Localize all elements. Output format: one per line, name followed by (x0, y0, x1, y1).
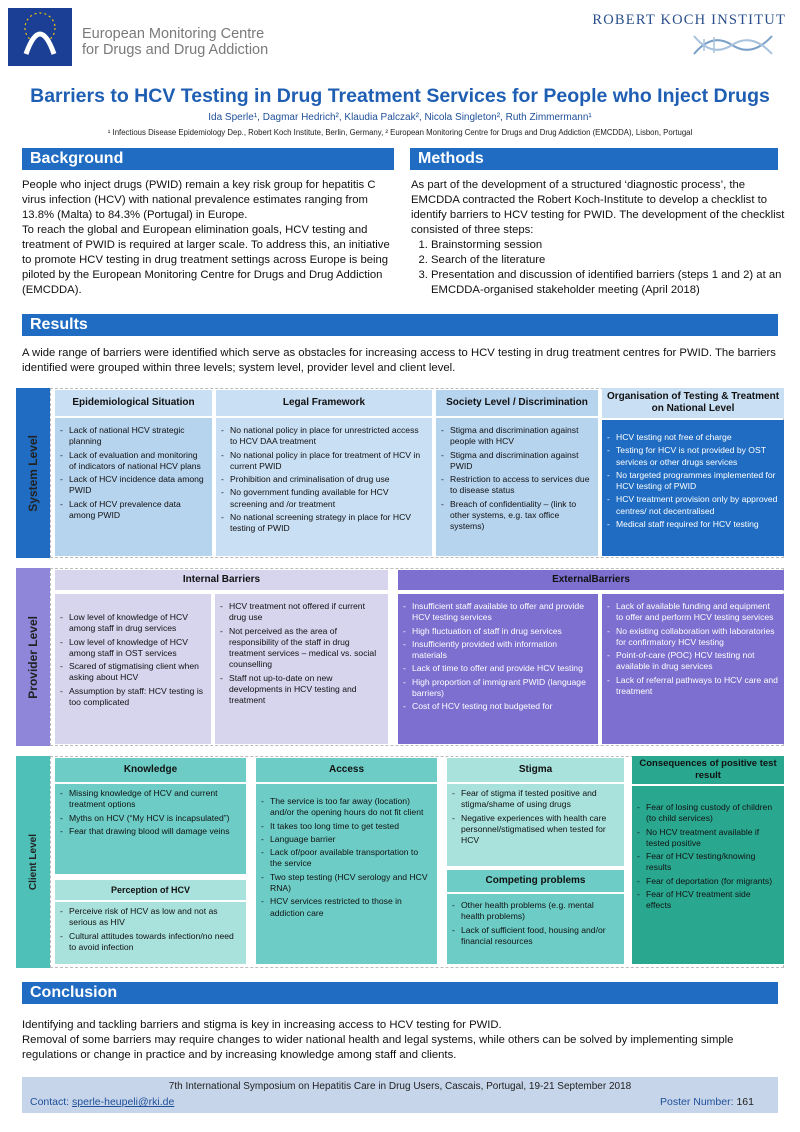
system-level-bar (16, 388, 50, 558)
list-item: - Cultural attitudes towards infection/no need to avoid infection (69, 931, 240, 954)
list-item: - Insufficient staff available to offer and provide HCV testing services (412, 601, 592, 624)
list-item: - Not perceived as the area of responsibility of the staff in drug treatment services – medical vs. social counselling (229, 626, 382, 671)
list-item: - No government funding available for HCV screening and /or treatment (230, 487, 426, 510)
methods-steps (411, 238, 789, 298)
list-item: - No targeted programmes implemented for HCV testing of PWID (616, 470, 778, 493)
list-item: - No national policy in place for treatment of HCV in current PWID (230, 450, 426, 473)
methods-step: 2. Search of the literature (431, 253, 789, 268)
consequences-heading: Consequences of positive test result (632, 756, 784, 784)
list-item: - Lack of referral pathways to HCV care and treatment (616, 675, 778, 698)
contact-email-link[interactable]: sperle-heupeli@rki.de (72, 1096, 175, 1108)
list-item: - HCV treatment not offered if current drug use (229, 601, 382, 624)
list-item: - Myths on HCV (“My HCV is incapsulated”) (69, 813, 240, 824)
perception-list (55, 902, 246, 964)
list-item: - Prohibition and criminalisation of drug use (230, 474, 426, 485)
epidemiological-heading: Epidemiological Situation (55, 390, 212, 416)
list-item: - Lack of HCV incidence data among PWID (69, 474, 206, 497)
list-item: - Fear of deportation (for migrants) (646, 876, 778, 887)
poster-title: Barriers to HCV Testing in Drug Treatment Services for People who Inject Drugs (30, 85, 770, 107)
list-item: - Fear of stigma if tested positive and stigma/shame of using drugs (461, 788, 618, 811)
list-item: - No HCV treatment available if tested positive (646, 827, 778, 850)
internal-barriers-heading: Internal Barriers (55, 570, 388, 590)
list-item: - Lack of sufficient food, housing and/or financial resources (461, 925, 618, 948)
conclusion-heading: Conclusion (22, 982, 778, 1004)
internal-barriers-col2 (215, 594, 388, 744)
methods-heading: Methods (410, 148, 778, 170)
list-item: - Low level of knowledge of HCV among staff in drug services (69, 612, 205, 635)
list-item: - Fear of losing custody of children (to child services) (646, 802, 778, 825)
list-item: - Negative experiences with health care personnel/stigmatised when tested for HCV (461, 813, 618, 847)
list-item: - HCV testing not free of charge (616, 432, 778, 443)
background-text (22, 178, 394, 298)
competing-list (447, 894, 624, 964)
list-item: - Language barrier (270, 834, 431, 845)
client-level-bar (16, 756, 50, 968)
emcdda-arch-icon (8, 8, 72, 66)
rki-helix-icon (692, 30, 774, 60)
list-item: - Medical staff required for HCV testing (616, 519, 778, 530)
list-item: - Stigma and discrimination against PWID (450, 450, 592, 473)
poster-number-value: 161 (736, 1096, 754, 1108)
legal-framework-list (216, 418, 432, 556)
list-item: - Cost of HCV testing not budgeted for (412, 701, 592, 712)
list-item: - Point-of-care (POC) HCV testing not available in drug services (616, 650, 778, 673)
external-barriers-col2 (602, 594, 784, 744)
external-barriers-heading: ExternalBarriers (398, 570, 784, 590)
list-item: - It takes too long time to get tested (270, 821, 431, 832)
competing-heading: Competing problems (447, 870, 624, 892)
list-item: - Low level of knowledge of HCV among staff in OST services (69, 637, 205, 660)
list-item: - Restriction to access to services due to disease status (450, 474, 592, 497)
access-list (256, 784, 437, 964)
poster-number (660, 1096, 754, 1108)
conclusion-para-1: Identifying and tackling barriers and stigma is key in increasing access to HCV testing for PWID. (22, 1019, 502, 1031)
background-para-2: To reach the global and European elimination goals, HCV testing and treatment of PWID is required at larger scale. To address this, an initiative to promote HCV testing in drug treatment settings across Europe is being piloted by the European Monitoring Centre for Drugs and Drug Addiction (EMCDDA). (22, 224, 390, 296)
list-item: - No national policy in place for unrestricted access to HCV DAA treatment (230, 425, 426, 448)
list-item: - Insufficiently provided with information materials (412, 639, 592, 662)
results-heading: Results (22, 314, 778, 336)
list-item: - Scared of stigmatising client when asking about HCV (69, 661, 205, 684)
emcdda-name: European Monitoring Centre for Drugs and Drug Addiction (82, 26, 269, 58)
list-item: - HCV treatment provision only by approved centres/ not decentralised (616, 494, 778, 517)
symposium-info: 7th International Symposium on Hepatitis Care in Drug Users, Cascais, Portugal, 19-21 September 2018 (168, 1081, 632, 1092)
client-level-label: Client Level (27, 833, 39, 891)
list-item: - Lack of time to offer and provide HCV testing (412, 663, 592, 674)
list-item: - High proportion of immigrant PWID (language barriers) (412, 677, 592, 700)
contact (30, 1096, 174, 1108)
system-level-label: System Level (26, 434, 40, 512)
list-item: - Perceive risk of HCV as low and not as serious as HIV (69, 906, 240, 929)
list-item: - Fear of HCV treatment side effects (646, 889, 778, 912)
list-item: - Assumption by staff: HCV testing is too complicated (69, 686, 205, 709)
list-item: - High fluctuation of staff in drug services (412, 626, 592, 637)
conclusion-text (22, 1018, 782, 1063)
epidemiological-list (55, 418, 212, 556)
perception-heading: Perception of HCV (55, 880, 246, 900)
contact-label: Contact: (30, 1096, 73, 1108)
stigma-list (447, 784, 624, 866)
list-item: - Lack of HCV prevalence data among PWID (69, 499, 206, 522)
list-item: - Lack of/poor available transportation to the service (270, 847, 431, 870)
list-item: - Lack of available funding and equipment to offer and perform HCV testing services (616, 601, 778, 624)
legal-framework-heading: Legal Framework (216, 390, 432, 416)
knowledge-heading: Knowledge (55, 758, 246, 782)
methods-step: 1. Brainstorming session (431, 238, 789, 253)
knowledge-list (55, 784, 246, 874)
list-item: - Breach of confidentiality – (link to other systems, e.g. tax office systems) (450, 499, 592, 533)
emcdda-logo (8, 8, 72, 66)
affiliations: ¹ Infectious Disease Epidemiology Dep., Robert Koch Institute, Berlin, Germany, ² European Monitoring Centre for Drugs and Drug Addiction (EMCDDA), Lisbon, Portugal (107, 128, 693, 137)
access-heading: Access (256, 758, 437, 782)
list-item: - Missing knowledge of HCV and current treatment options (69, 788, 240, 811)
list-item: - Two step testing (HCV serology and HCV RNA) (270, 872, 431, 895)
results-intro: A wide range of barriers were identified which serve as obstacles for increasing access to HCV testing in drug treatment centres for PWID. The barriers identified were grouped within three levels; system level, provider level and client level. (22, 347, 776, 374)
organisation-list (602, 420, 784, 556)
authors: Ida Sperle¹, Dagmar Hedrich², Klaudia Palczak², Nicola Singleton², Ruth Zimmermann¹ (208, 112, 592, 123)
list-item: - No existing collaboration with laboratories for confirmatory HCV testing (616, 626, 778, 649)
list-item: - Lack of evaluation and monitoring of indicators of national HCV plans (69, 450, 206, 473)
society-list (436, 418, 598, 556)
background-para-1: People who inject drugs (PWID) remain a key risk group for hepatitis C virus infection (HCV) with national prevalence estimates ranging from 13.8% (Malta) to 84.3% (Portugal) in Europe. (22, 179, 376, 221)
stigma-heading: Stigma (447, 758, 624, 782)
list-item: - Staff not up-to-date on new developments in HCV testing and treatment (229, 673, 382, 707)
list-item: - Testing for HCV is not provided by OST services or other drugs services (616, 445, 778, 468)
organisation-heading: Organisation of Testing & Treatment on National Level (602, 388, 784, 418)
internal-barriers-col1 (55, 594, 211, 744)
poster-number-label: Poster Number: (660, 1096, 737, 1108)
rki-name: ROBERT KOCH INSTITUT (592, 12, 786, 28)
conclusion-para-2: Removal of some barriers may require changes to wider national health and legal systems, while others can be solved by implementing simple regulations or change in practice and by increasing knowledge among staff and clients. (22, 1034, 734, 1061)
list-item: - Fear that drawing blood will damage veins (69, 826, 240, 837)
society-heading: Society Level / Discrimination (436, 390, 598, 416)
methods-text (411, 178, 789, 298)
methods-step: 3. Presentation and discussion of identified barriers (steps 1 and 2) at an EMCDDA-organised stakeholder meeting (April 2018) (431, 268, 789, 298)
list-item: - The service is too far away (location) and/or the opening hours do not fit client (270, 796, 431, 819)
methods-intro: As part of the development of a structured ‘diagnostic process’, the EMCDDA contracted the Robert Koch-Institute to develop a checklist to identify barriers to HCV testing for PWID. The development of the checklist consisted of three steps: (411, 179, 785, 236)
list-item: - Lack of national HCV strategic planning (69, 425, 206, 448)
provider-level-label: Provider Level (26, 615, 40, 699)
list-item: - No national screening strategy in place for HCV testing of PWID (230, 512, 426, 535)
list-item: - HCV services restricted to those in addiction care (270, 896, 431, 919)
list-item: - Other health problems (e.g. mental health problems) (461, 900, 618, 923)
list-item: - Stigma and discrimination against people with HCV (450, 425, 592, 448)
background-heading: Background (22, 148, 394, 170)
external-barriers-col1 (398, 594, 598, 744)
provider-level-bar (16, 568, 50, 746)
list-item: - Fear of HCV testing/knowing results (646, 851, 778, 874)
consequences-list (632, 786, 784, 964)
